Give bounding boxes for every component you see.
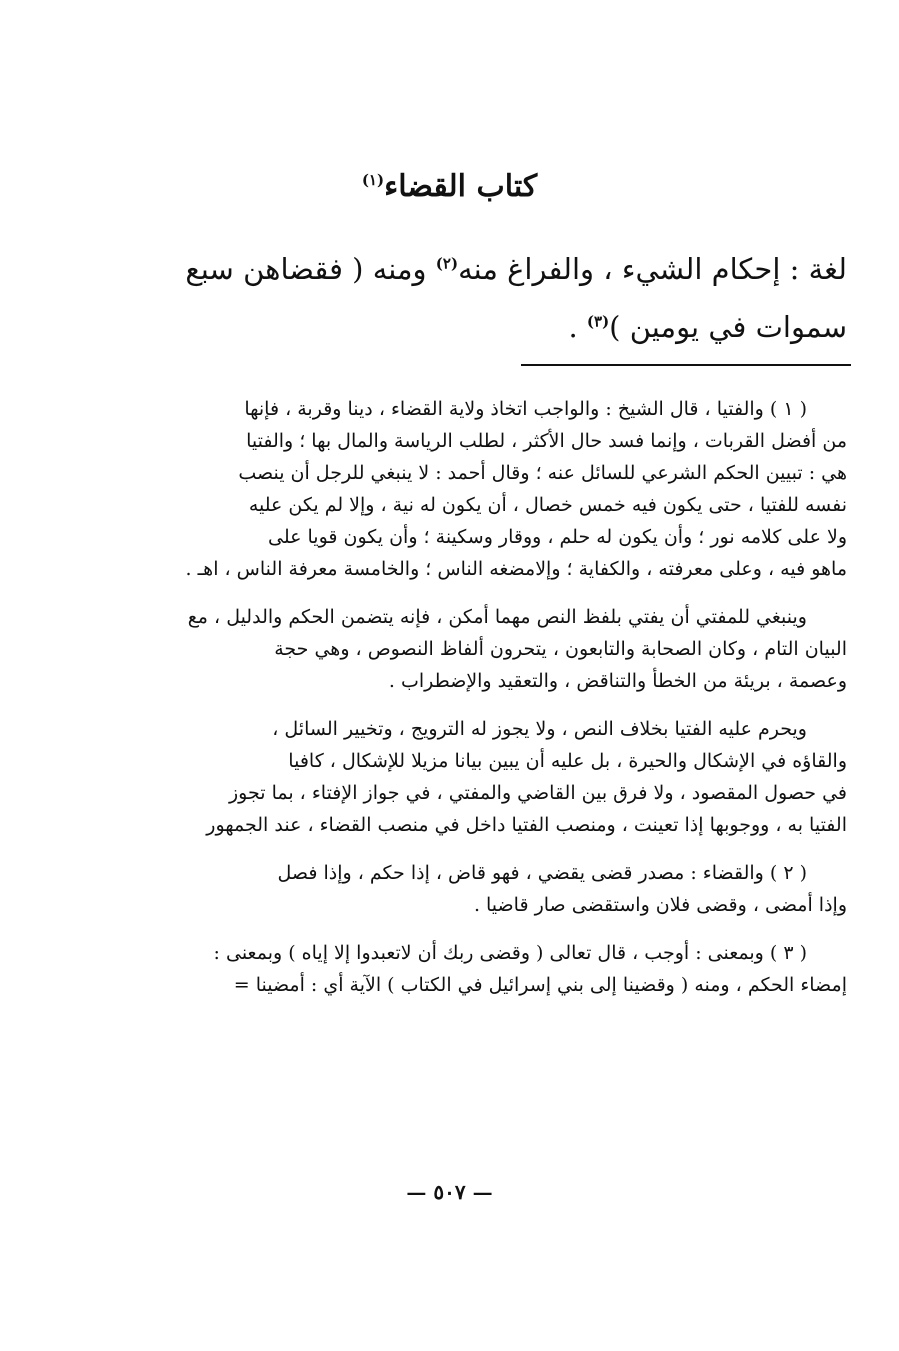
footnote-2-line: وإذا أمضى ، وقضى فلان واستقضى صار قاضيا .: [473, 894, 847, 916]
main-text-line-2: [112, 298, 847, 356]
footnote-2-line: ( ٢ ) والقضاء : مصدر قضى يقضي ، فهو قاض ، إذا حكم ، وإذا فصل: [277, 862, 807, 884]
footnote-1-line: ( ١ ) والفتيا ، قال الشيخ : والواجب اتخاذ ولاية القضاء ، دينا وقربة ، فإنها: [244, 398, 807, 420]
paragraph-gap: [52, 585, 847, 601]
page-number: — ٥٠٧ —: [406, 1180, 493, 1204]
paragraph-gap: [52, 697, 847, 713]
footnote-1-line: هي : تبيين الحكم الشرعي للسائل عنه ؛ وقال أحمد : لا ينبغي للرجل أن ينصب: [238, 462, 847, 484]
footnote-3-line: إمضاء الحكم ، ومنه ( وقضينا إلى بني إسرائيل في الكتاب ) الآية أي : أمضينا =: [233, 974, 847, 996]
paragraph-gap: [52, 841, 847, 857]
footnote-ref-2: (٢): [435, 254, 459, 273]
footnote-1b-line: البيان التام ، وكان الصحابة والتابعون ، يتحرون ألفاظ النصوص ، وهي حجة: [274, 638, 847, 660]
footnote-divider: [521, 364, 851, 366]
footnote-1c-line: ويحرم عليه الفتيا بخلاف النص ، ولا يجوز له الترويج ، وتخيير السائل ،: [272, 718, 807, 740]
chapter-title-footnote-ref: (١): [361, 171, 385, 189]
main-text-line-1-start: لغة : إحكام الشيء ، والفراغ منه: [458, 252, 847, 286]
footnote-ref-3: (٣): [586, 312, 610, 331]
footnote-1-line: ولا على كلامه نور ؛ وأن يكون له حلم ، ووقار وسكينة ؛ وأن يكون قويا على: [268, 526, 847, 548]
footnote-1b-line: وعصمة ، بريئة من الخطأ والتناقض ، والتعقيد والإضطراب .: [388, 670, 847, 692]
main-text-line-2-end: .: [568, 310, 578, 344]
footnote-3-line: ( ٣ ) وبمعنى : أوجب ، قال تعالى ( وقضى ربك أن لاتعبدوا إلا إياه ) وبمعنى :: [213, 942, 807, 964]
main-text: [112, 240, 847, 356]
paragraph-gap: [52, 921, 847, 937]
main-text-line-1: [112, 240, 847, 298]
main-text-line-2-start: سموات في يومين ): [609, 310, 847, 344]
footnote-1-line: من أفضل القربات ، وإنما فسد حال الأكثر ، لطلب الرياسة والمال بها ؛ والفتيا: [246, 430, 847, 452]
footnote-1b-line: وينبغي للمفتي أن يفتي بلفظ النص مهما أمكن ، فإنه يتضمن الحكم والدليل ، مع: [187, 606, 807, 628]
footnote-1-line: ماهو فيه ، وعلى معرفته ، والكفاية ؛ وإلامضغه الناس ؛ والخامسة معرفة الناس ، اهـ .: [185, 558, 847, 580]
footnote-1-line: نفسه للفتيا ، حتى يكون فيه خمس خصال ، أن يكون له نية ، وإلا لم يكن عليه: [248, 494, 847, 516]
footnote-1c-line: في حصول المقصود ، ولا فرق بين القاضي والمفتي ، في جواز الإفتاء ، بما تجوز: [228, 782, 847, 804]
main-text-line-1-rest: ومنه ( فقضاهن سبع: [185, 252, 427, 286]
footnotes: [52, 393, 847, 1001]
footnote-1c-line: الفتيا به ، ووجوبها إذا تعينت ، ومنصب الفتيا داخل في منصب القضاء ، عند الجمهور: [206, 814, 847, 836]
footnote-1c-line: والقاؤه في الإشكال والحيرة ، بل عليه أن يبين بيانا مزيلا للإشكال ، كافيا: [288, 750, 847, 772]
chapter-title: [0, 165, 899, 209]
chapter-title-text: كتاب القضاء: [384, 169, 538, 204]
